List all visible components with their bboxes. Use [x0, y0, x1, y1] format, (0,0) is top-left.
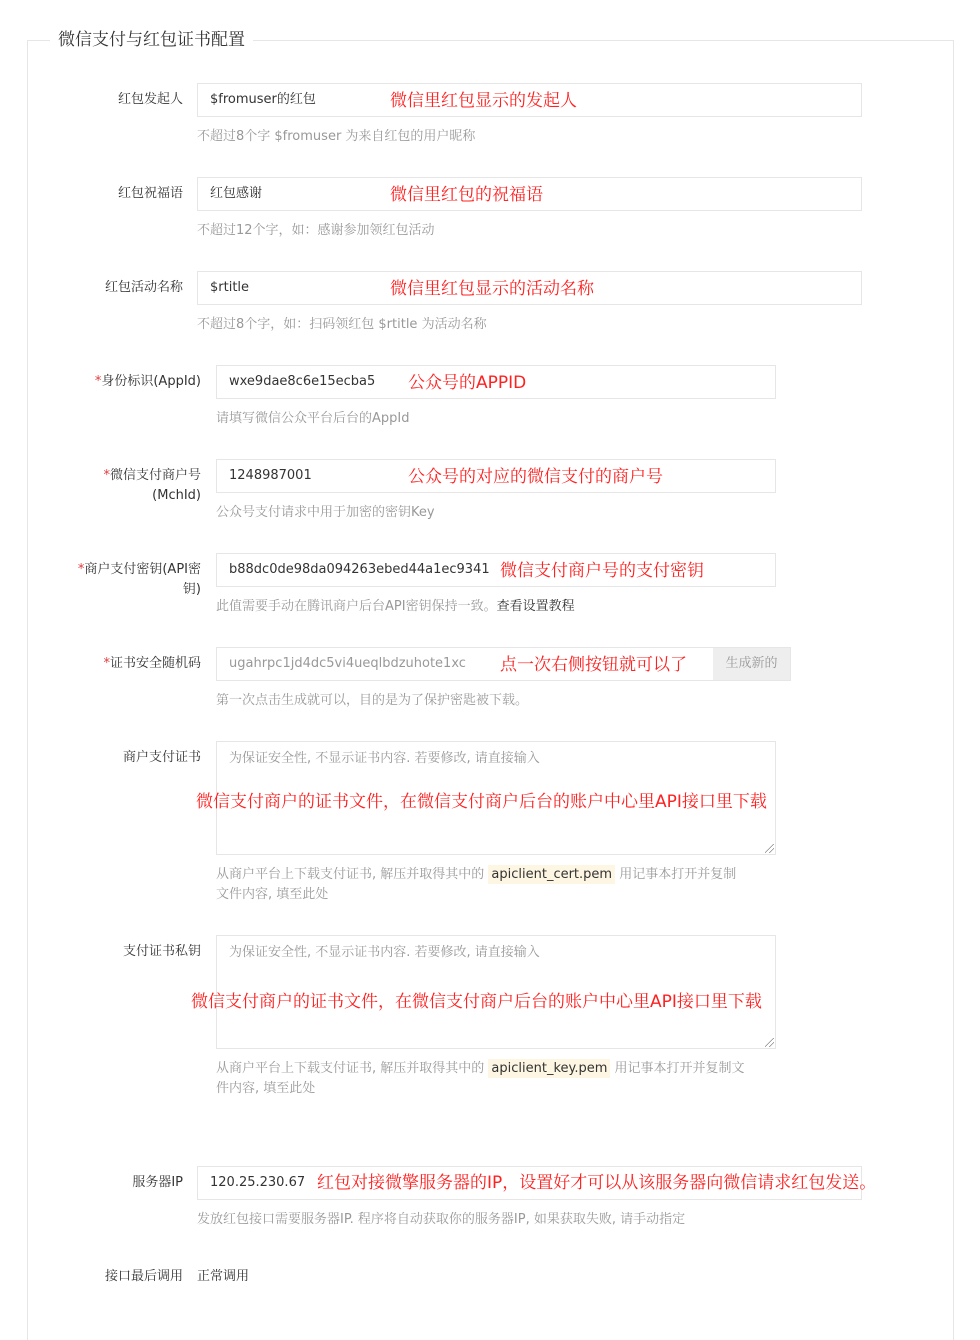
server-ip-input[interactable]: 120.25.230.67	[197, 1166, 862, 1200]
activity-input[interactable]: $rtitle	[197, 271, 862, 305]
resize-grip-icon[interactable]	[765, 1038, 774, 1047]
cert-filename: apiclient_cert.pem	[488, 865, 615, 884]
key-placeholder: 为保证安全性, 不显示证书内容. 若要修改, 请直接输入	[229, 945, 540, 960]
sender-input[interactable]: $fromuser的红包	[197, 83, 862, 117]
mchid-label: *微信支付商户号 (MchId)	[103, 468, 201, 503]
wishing-hint: 不超过12个字，如：感谢参加领红包活动	[197, 223, 435, 238]
random-label: *证书安全随机码	[103, 656, 201, 671]
server-ip-annotation: 红包对接微擎服务器的IP，设置好才可以从该服务器向微信请求红包发送。	[317, 1173, 877, 1193]
apikey-annotation: 微信支付商户号的支付密钥	[500, 561, 704, 581]
server-ip-hint: 发放红包接口需要服务器IP. 程序将自动获取你的服务器IP, 如果获取失败, 请手动指定	[197, 1212, 686, 1227]
cert-hint: 从商户平台上下载支付证书, 解压并取得其中的 apiclient_cert.pem 用记事本打开并复制 文件内容, 填至此处	[216, 867, 737, 902]
cert-annotation: 微信支付商户的证书文件，在微信支付商户后台的账户中心里API接口里下载	[196, 792, 767, 812]
activity-annotation: 微信里红包显示的活动名称	[390, 279, 594, 299]
sender-hint: 不超过8个字 $fromuser 为来自红包的用户昵称	[197, 129, 476, 144]
key-label: 支付证书私钥	[122, 944, 201, 959]
apikey-label: *商户支付密钥(API密 钥)	[77, 562, 201, 597]
activity-label: 红包活动名称	[104, 280, 183, 295]
required-mark: *	[103, 656, 110, 671]
appid-hint: 请填写微信公众平台后台的AppId	[216, 411, 410, 426]
server-ip-label: 服务器IP	[132, 1175, 183, 1190]
sender-label: 红包发起人	[117, 92, 183, 107]
key-filename: apiclient_key.pem	[488, 1059, 610, 1078]
random-hint: 第一次点击生成就可以，目的是为了保护密匙被下载。	[216, 693, 529, 708]
mchid-hint: 公众号支付请求中用于加密的密钥Key	[216, 505, 435, 520]
cert-label: 商户支付证书	[122, 750, 201, 765]
key-annotation: 微信支付商户的证书文件，在微信支付商户后台的账户中心里API接口里下载	[191, 992, 762, 1012]
appid-label: *身份标识(AppId)	[94, 374, 201, 389]
apikey-hint: 此值需要手动在腾讯商户后台API密钥保持一致。查看设置教程	[216, 599, 575, 614]
random-annotation: 点一次右侧按钮就可以了	[500, 655, 687, 675]
appid-input[interactable]: wxe9dae8c6e15ecba5	[216, 365, 776, 399]
required-mark: *	[94, 374, 102, 389]
required-mark: *	[77, 562, 85, 577]
mchid-annotation: 公众号的对应的微信支付的商户号	[408, 467, 663, 487]
last-call-value: 正常调用	[197, 1269, 250, 1284]
sender-annotation: 微信里红包显示的发起人	[390, 91, 577, 111]
section-title: 微信支付与红包证书配置	[50, 28, 253, 52]
generate-button[interactable]: 生成新的	[713, 647, 791, 681]
key-hint: 从商户平台上下载支付证书, 解压并取得其中的 apiclient_key.pem 用记事本打开并复制文 件内容, 填至此处	[216, 1061, 745, 1096]
config-fieldset	[27, 40, 954, 1340]
mchid-input[interactable]: 1248987001	[216, 459, 776, 493]
wishing-label: 红包祝福语	[117, 186, 183, 201]
resize-grip-icon[interactable]	[765, 844, 774, 853]
wishing-annotation: 微信里红包的祝福语	[390, 185, 543, 205]
cert-placeholder: 为保证安全性, 不显示证书内容. 若要修改, 请直接输入	[229, 751, 540, 766]
apikey-input[interactable]: b88dc0de98da094263ebed44a1ec9341	[216, 553, 776, 587]
appid-annotation: 公众号的APPID	[408, 373, 527, 393]
last-call-label: 接口最后调用	[104, 1269, 183, 1284]
tutorial-link[interactable]: 查看设置教程	[496, 599, 575, 614]
required-mark: *	[103, 468, 110, 483]
activity-hint: 不超过8个字，如：扫码领红包 $rtitle 为活动名称	[197, 317, 487, 332]
random-input[interactable]: ugahrpc1jd4dc5vi4ueqlbdzuhote1xc	[216, 647, 714, 681]
wishing-input[interactable]: 红包感谢	[197, 177, 862, 211]
